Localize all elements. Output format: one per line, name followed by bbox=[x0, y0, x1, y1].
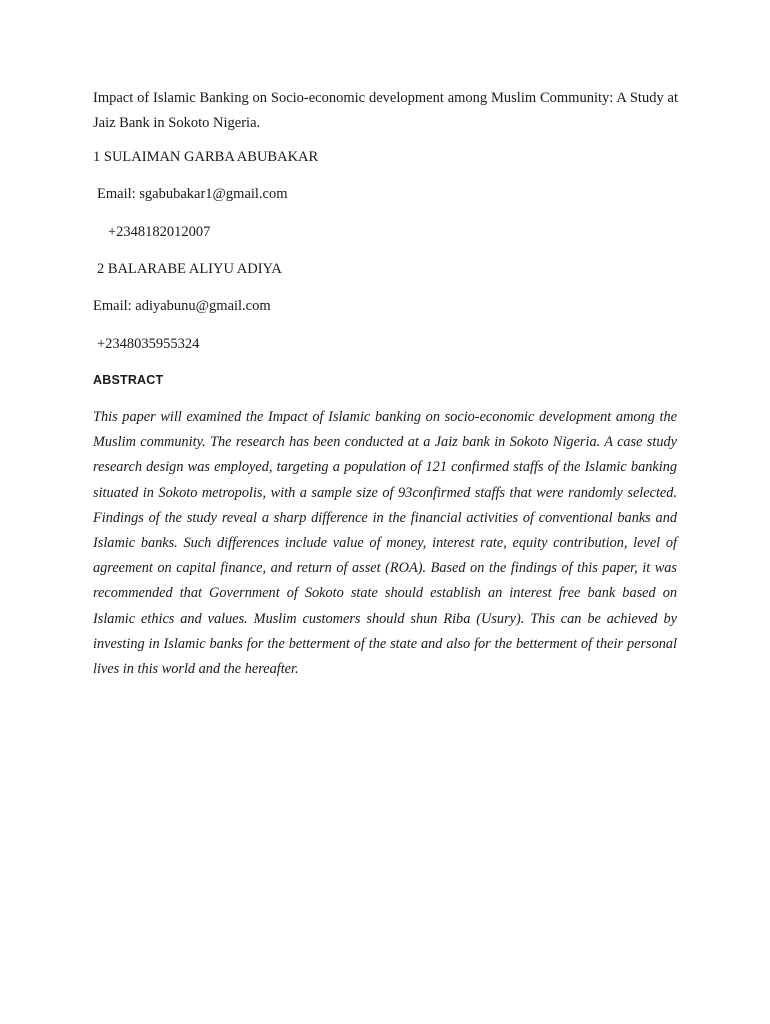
author-2-name: 2 BALARABE ALIYU ADIYA bbox=[97, 261, 282, 277]
abstract-heading: ABSTRACT bbox=[93, 373, 164, 387]
author-2-email: Email: adiyabunu@gmail.com bbox=[93, 298, 271, 314]
author-1-phone: +2348182012007 bbox=[108, 224, 211, 240]
author-1-name: 1 SULAIMAN GARBA ABUBAKAR bbox=[93, 149, 319, 165]
abstract-text: This paper will examined the Impact of Islamic banking on socio-economic development among the Muslim community. The research has been conducted at a Jaiz bank in Sokoto Nigeria. A case study research design was employed, targeting a population of 121 confirmed staffs of the Islamic banking situated in Sokoto metropolis, with a sample size of 93confirmed staffs that were randomly selected. Findings of the study reveal a sharp difference in the financial activities of conventional banks and Islamic banks. Such differences include value of money, interest rate, equity contribution, level of agreement on capital finance, and return of asset (ROA). Based on the findings of this paper, it was recommended that Government of Sokoto state should establish an interest free bank based on Islamic ethics and values. Muslim customers should shun Riba (Usury). This can be achieved by investing in Islamic banks for the betterment of the state and also for the betterment of their personal lives in this world and the hereafter. bbox=[93, 409, 677, 678]
paper-title: Impact of Islamic Banking on Socio-economic development among Muslim Community: A Study at Jaiz Bank in Sokoto Nigeria. bbox=[93, 90, 678, 131]
author-1-email: Email: sgabubakar1@gmail.com bbox=[97, 186, 288, 202]
author-2-phone: +2348035955324 bbox=[97, 336, 200, 352]
